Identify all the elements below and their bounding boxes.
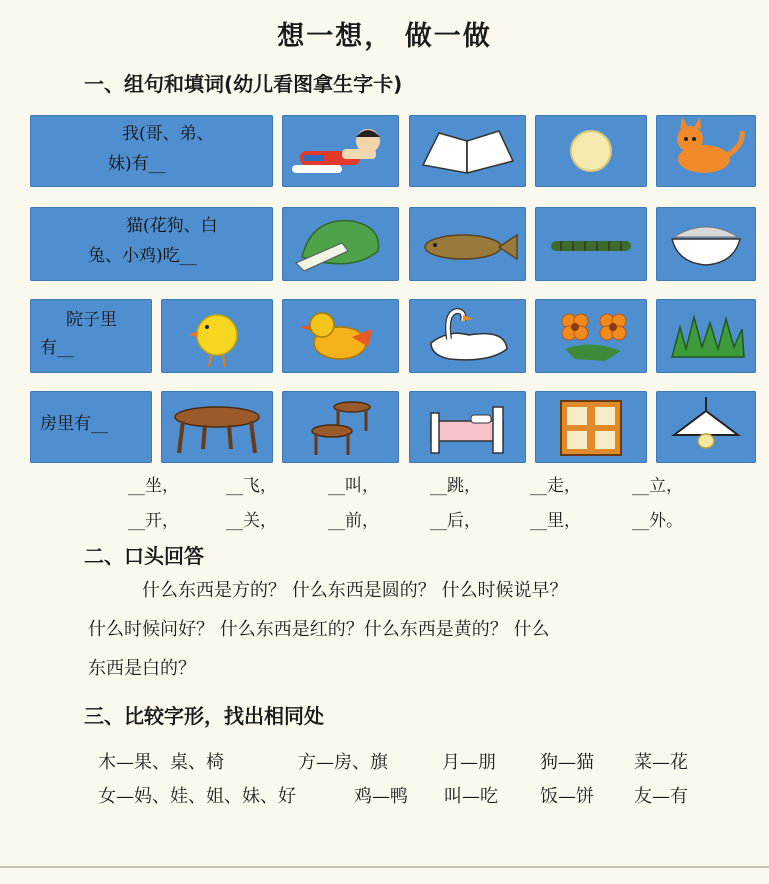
row4-label-line1: 房里有__ (40, 414, 108, 434)
ceiling-lamp-icon (656, 391, 756, 463)
duckling-icon (282, 299, 399, 373)
blank-word: __开， (128, 511, 179, 531)
compare-group: 叫—吃 (444, 786, 498, 807)
goose-icon (409, 299, 526, 373)
blank-word: __后， (430, 511, 481, 531)
compare-group: 木—果、桌、椅 (98, 752, 224, 773)
question-line: 什么东西是方的？ 什么东西是圆的？ 什么时候说早？ (142, 580, 568, 601)
blank-word: __坐， (128, 476, 179, 496)
blank-word: __飞， (226, 476, 277, 496)
flowers-icon (535, 299, 647, 373)
row3-label-line2: 有__ (40, 338, 74, 358)
row2-label-cell (30, 207, 273, 281)
row3-label-line1: 院子里 (66, 310, 117, 330)
picture-cell (535, 207, 647, 281)
picture-cell (282, 299, 399, 373)
picture-cell (656, 391, 756, 463)
moon-icon (535, 115, 647, 187)
caterpillar-icon (535, 207, 647, 281)
picture-cell (409, 207, 526, 281)
compare-group: 鸡—鸭 (354, 786, 408, 807)
picture-cell (656, 299, 756, 373)
compare-row-1 (0, 748, 769, 774)
compare-row-2 (0, 782, 769, 808)
section3-heading: 三、比较字形，找出相同处 (84, 704, 324, 728)
row2-label-line2: 兔、小鸡)吃__ (88, 246, 197, 266)
compare-group: 女—妈、娃、姐、妹、好 (98, 786, 296, 807)
compare-group: 菜—花 (634, 752, 688, 773)
picture-cell (282, 207, 399, 281)
blank-word: __关， (226, 511, 277, 531)
rice-bowl-icon (656, 207, 756, 281)
blank-word: __跳， (430, 476, 481, 496)
cabbage-icon (282, 207, 399, 281)
cat-icon (656, 115, 756, 187)
picture-cell (656, 207, 756, 281)
picture-cell (656, 115, 756, 187)
picture-cell (282, 391, 399, 463)
question-line: 东西是白的？ (88, 658, 196, 679)
page-bottom-divider (0, 866, 769, 868)
compare-group: 饭—饼 (540, 786, 594, 807)
window-icon (535, 391, 647, 463)
row2-label-line1: 猫(花狗、白 (126, 216, 218, 236)
picture-cell (282, 115, 399, 187)
row1-label-line1: 我(哥、弟、 (122, 124, 214, 144)
stool-icon (282, 391, 399, 463)
picture-cell (535, 299, 647, 373)
picture-grid (30, 115, 756, 463)
blank-word: __立， (632, 476, 683, 496)
row3-label-cell (30, 299, 152, 373)
grass-icon (656, 299, 756, 373)
picture-cell (535, 115, 647, 187)
picture-cell (409, 299, 526, 373)
blank-word: __叫， (328, 476, 379, 496)
blank-word: __里， (530, 511, 581, 531)
row1-label-cell (30, 115, 273, 187)
fish-icon (409, 207, 526, 281)
child-lying-icon (282, 115, 399, 187)
row1-label-line2: 妹)有__ (108, 154, 166, 174)
compare-group: 方—房、旗 (298, 752, 388, 773)
question-line: 什么时候问好？ 什么东西是红的？什么东西是黄的？ 什么 (88, 619, 550, 640)
chick-icon (161, 299, 273, 373)
row4-label-cell (30, 391, 152, 463)
compare-group: 友—有 (634, 786, 688, 807)
section1-heading: 一、组句和填词(幼儿看图拿生字卡) (84, 72, 403, 96)
blank-word: __外。 (632, 511, 683, 531)
picture-cell (535, 391, 647, 463)
section2-heading: 二、口头回答 (84, 544, 204, 568)
page-title: 想一想， 做一做 (277, 21, 492, 52)
compare-group: 月—朋 (442, 752, 496, 773)
blank-word: __走， (530, 476, 581, 496)
picture-cell (161, 299, 273, 373)
compare-group: 狗—猫 (540, 752, 594, 773)
picture-cell (409, 115, 526, 187)
picture-cell (161, 391, 273, 463)
blank-word: __前， (328, 511, 379, 531)
table-icon (161, 391, 273, 463)
open-book-icon (409, 115, 526, 187)
bed-icon (409, 391, 526, 463)
picture-cell (409, 391, 526, 463)
